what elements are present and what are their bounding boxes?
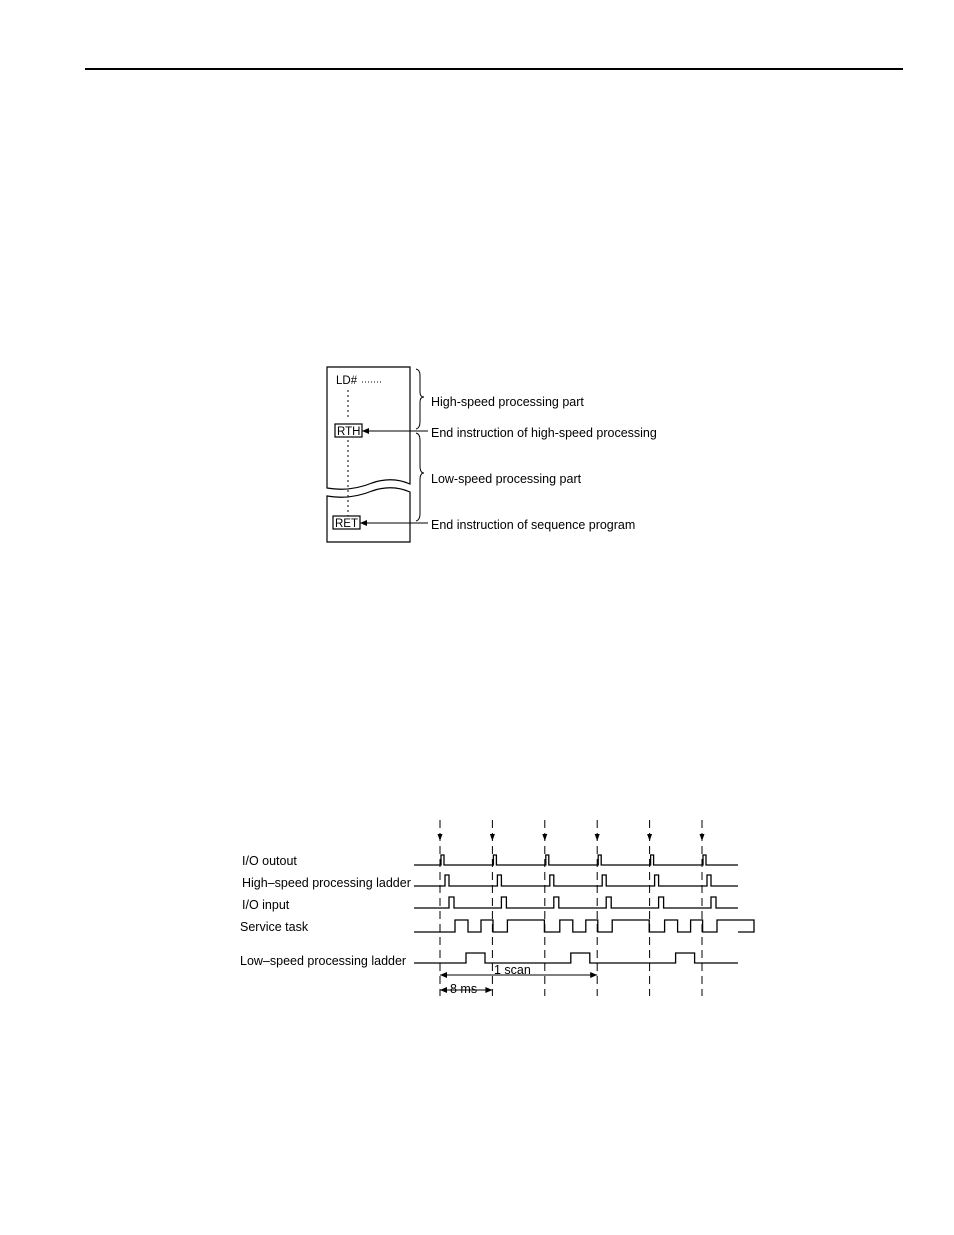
cycle-marker-arrow	[490, 834, 495, 841]
signal-label-high-speed-ladder: High–speed processing ladder	[242, 876, 411, 890]
one-scan-arrow-right	[590, 972, 597, 978]
cycle-marker-arrow	[542, 834, 547, 841]
one-scan-arrow-left	[440, 972, 447, 978]
callout-rth-meaning: End instruction of high-speed processing	[431, 426, 657, 440]
period-arrow-left	[440, 987, 447, 993]
waveform-high-speed-ladder	[414, 875, 738, 886]
cycle-marker-arrow	[595, 834, 600, 841]
signal-label-low-speed-ladder: Low–speed processing ladder	[240, 954, 407, 968]
waveform-io-input	[414, 897, 738, 908]
ld-instruction: LD#	[336, 375, 358, 387]
rth-label: RTH	[337, 426, 361, 438]
one-scan-label: 1 scan	[494, 963, 531, 977]
signal-label-service-task: Service task	[240, 920, 309, 934]
cycle-marker-arrow	[438, 834, 443, 841]
callout-low-speed-part: Low-speed processing part	[431, 472, 582, 486]
ret-label: RET	[335, 518, 358, 530]
callout-high-speed-part: High-speed processing part	[431, 395, 584, 409]
waveform-service-task	[414, 920, 754, 932]
signal-label-io-input: I/O input	[242, 898, 290, 912]
period-arrow-right	[485, 987, 492, 993]
timing-waveforms	[414, 820, 754, 996]
signal-label-io-output: I/O outout	[242, 854, 297, 868]
waveform-io-output	[414, 855, 738, 865]
cycle-marker-arrow	[700, 834, 705, 841]
period-label: 8 ms	[450, 982, 478, 996]
waveform-low-speed-ladder	[414, 953, 738, 963]
callout-ret-meaning: End instruction of sequence program	[431, 518, 636, 532]
cycle-marker-arrow	[647, 834, 652, 841]
